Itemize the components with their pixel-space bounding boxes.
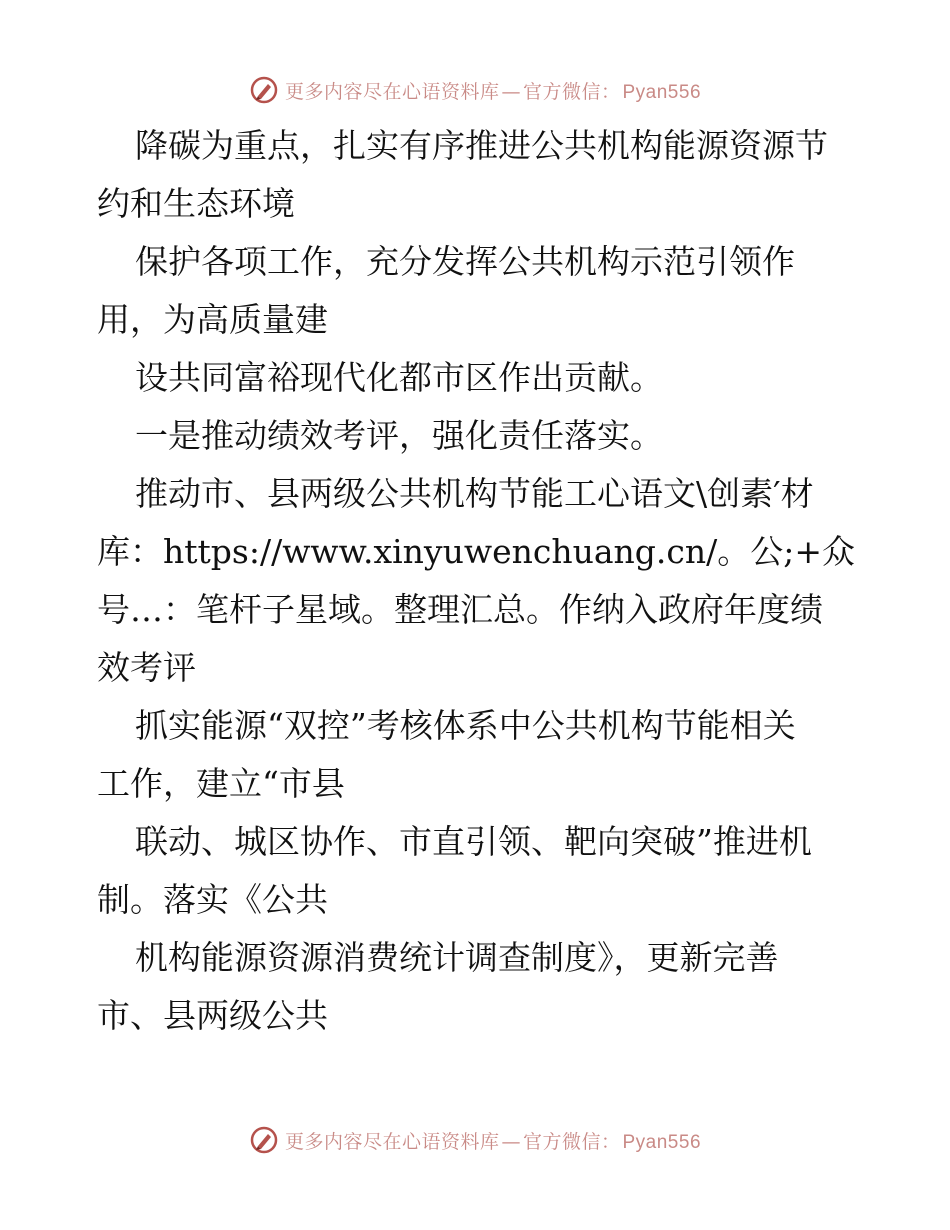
text-line: 推动市、县两级公共机构节能工心语文\创素′材 xyxy=(135,474,814,513)
text-line: 一是推动绩效考评，强化责任落实。 xyxy=(135,416,663,455)
header-watermark xyxy=(0,70,950,110)
text-line: 市、县两级公共 xyxy=(97,996,328,1035)
watermark-wechat-id: Pyan556 xyxy=(622,81,702,103)
text-line: 抓实能源“双控”考核体系中公共机构节能相关 xyxy=(135,706,796,745)
watermark-wechat-label: 官方微信： xyxy=(522,1130,621,1153)
watermark-wechat-id: Pyan556 xyxy=(622,1131,702,1153)
text-line: 制。落实《公共 xyxy=(97,880,328,919)
text-line: 保护各项工作，充分发挥公共机构示范引领作 xyxy=(135,242,795,281)
text-line: 设共同富裕现代化都市区作出贡献。 xyxy=(135,358,663,397)
watermark-main: 更多内容尽在心语资料库 xyxy=(284,80,500,103)
watermark-text xyxy=(285,77,701,104)
document-body xyxy=(97,117,867,1045)
text-line: 效考评 xyxy=(97,648,196,687)
watermark-text xyxy=(285,1127,701,1154)
pen-logo-icon xyxy=(249,1125,279,1155)
text-line: 号…：笔杆子星域。整理汇总。作纳入政府年度绩 xyxy=(97,590,823,629)
text-line: 降碳为重点，扎实有序推进公共机构能源资源节 xyxy=(135,126,828,165)
text-line: 库：https://www.xinyuwenchuang.cn/。公;+众 xyxy=(97,532,856,571)
watermark-dash: — xyxy=(501,1130,521,1153)
watermark-main: 更多内容尽在心语资料库 xyxy=(284,1130,500,1153)
pen-logo-icon xyxy=(249,75,279,105)
watermark-dash: — xyxy=(501,80,521,103)
text-line: 工作，建立“市县 xyxy=(97,764,345,803)
text-line: 机构能源资源消费统计调查制度》，更新完善 xyxy=(135,938,779,977)
text-line: 约和生态环境 xyxy=(97,184,295,223)
text-line: 联动、城区协作、市直引领、靶向突破”推进机 xyxy=(135,822,812,861)
footer-watermark xyxy=(0,1120,950,1160)
watermark-wechat-label: 官方微信： xyxy=(522,80,621,103)
text-line: 用，为高质量建 xyxy=(97,300,328,339)
